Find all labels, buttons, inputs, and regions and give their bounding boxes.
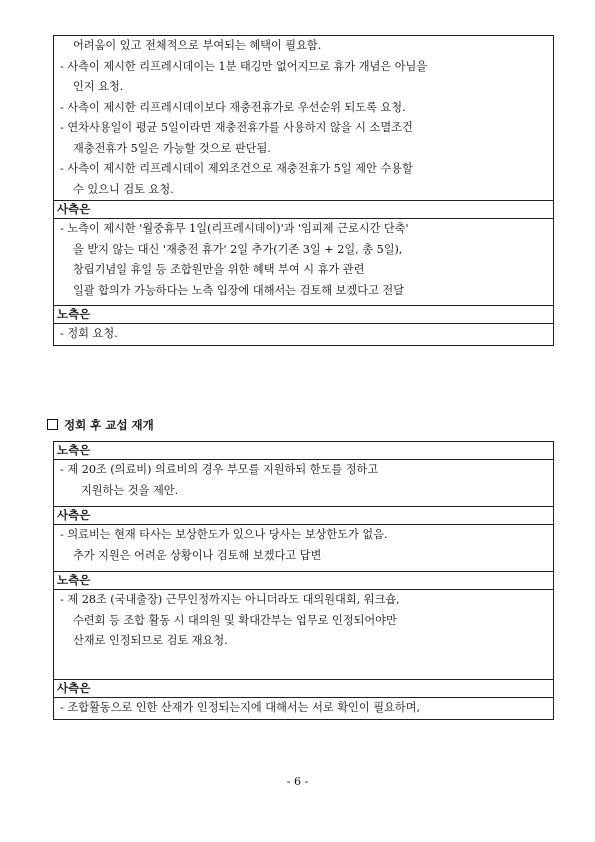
page-number: - 6 - <box>286 775 309 788</box>
text-line: - 노측이 제시한 '월중휴무 1일(리프레시데이)'과 '임피제 근로시간 단축' <box>60 222 409 235</box>
text-line: - 정회 요청. <box>60 327 118 340</box>
speaker-label-union: 노측은 <box>54 306 554 324</box>
content-row <box>54 590 554 680</box>
speaker-row <box>54 201 554 219</box>
section-title: 정회 후 교섭 재개 <box>64 418 154 432</box>
speaker-row <box>54 306 554 324</box>
text-line: 일괄 합의가 가능하다는 노측 입장에 대해서는 검토해 보겠다고 전달 <box>73 283 405 297</box>
speaker-row <box>54 507 554 525</box>
minutes-table-bottom <box>53 441 554 720</box>
speaker-label-union: 노측은 <box>54 572 554 590</box>
text-line: - 사측이 제시한 리프레시데이보다 재충전휴가로 우선순위 되도록 요청. <box>60 100 406 114</box>
text-line: - 의료비는 현재 타사는 보상한도가 있으나 당사는 보상한도가 없음. <box>60 528 388 541</box>
content-row <box>54 460 554 507</box>
square-bullet-icon <box>47 419 58 430</box>
content-row <box>54 219 554 306</box>
text-line: - 사측이 제시한 리프레시데이는 1분 태깅만 없어지므로 휴가 개념은 아님을 <box>60 59 428 73</box>
text-line: 어려움이 있고 전체적으로 부여되는 혜택이 필요함. <box>73 39 322 52</box>
speaker-label-company: 사측은 <box>54 507 554 525</box>
content-row <box>54 36 554 201</box>
content-row <box>54 698 554 720</box>
text-line: - 연차사용일이 평균 5일이라면 재충전휴가를 사용하지 않을 시 소멸조건 <box>60 121 413 134</box>
text-line: 수 있으니 검토 요청. <box>73 182 174 196</box>
text-line: 창립기념일 휴일 등 조합원만을 위한 혜택 부여 시 휴가 관련 <box>73 263 365 276</box>
content-cell <box>54 36 554 201</box>
text-line: 수련회 등 조합 활동 시 대의원 및 확대간부는 업무로 인정되어야만 <box>73 613 397 627</box>
text-line: 산재로 인정되므로 검토 재요청. <box>73 634 228 647</box>
content-cell <box>54 460 554 507</box>
text-line: - 제 28조 (국내출장) 근무인정까지는 아니더라도 대의원대회, 워크숍, <box>60 593 400 606</box>
content-row <box>54 525 554 572</box>
speaker-row <box>54 572 554 590</box>
content-row <box>54 324 554 346</box>
speaker-label-company: 사측은 <box>54 201 554 219</box>
speaker-label-company: 사측은 <box>54 680 554 698</box>
minutes-table-top <box>53 35 554 346</box>
text-line: 인지 요청. <box>73 80 124 93</box>
text-line: 재충전휴가 5일은 가능할 것으로 판단됨. <box>73 141 271 155</box>
text-line: 지원하는 것을 제안. <box>81 483 179 497</box>
speaker-row <box>54 680 554 698</box>
speaker-row <box>54 442 554 460</box>
speaker-label-union: 노측은 <box>54 442 554 460</box>
text-line: - 조합활동으로 인한 산재가 인정되는지에 대해서는 서로 확인이 필요하며, <box>60 701 421 714</box>
content-cell <box>54 590 554 680</box>
section-heading <box>47 417 154 433</box>
content-cell <box>54 525 554 572</box>
content-cell <box>54 324 554 346</box>
text-line: - 제 20조 (의료비) 의료비의 경우 부모를 지원하되 한도를 정하고 <box>60 463 379 476</box>
text-line: - 사측이 제시한 리프레시데이 제외조건으로 재충전휴가 5일 제안 수용할 <box>60 162 413 175</box>
content-cell <box>54 219 554 306</box>
text-line: 추가 지원은 어려운 상황이나 검토해 보겠다고 답변 <box>73 548 322 562</box>
text-line: 을 받지 않는 대신 '재충전 휴가' 2일 추가(기존 3일 + 2일, 총 5일), <box>73 242 403 256</box>
content-cell <box>54 698 554 720</box>
